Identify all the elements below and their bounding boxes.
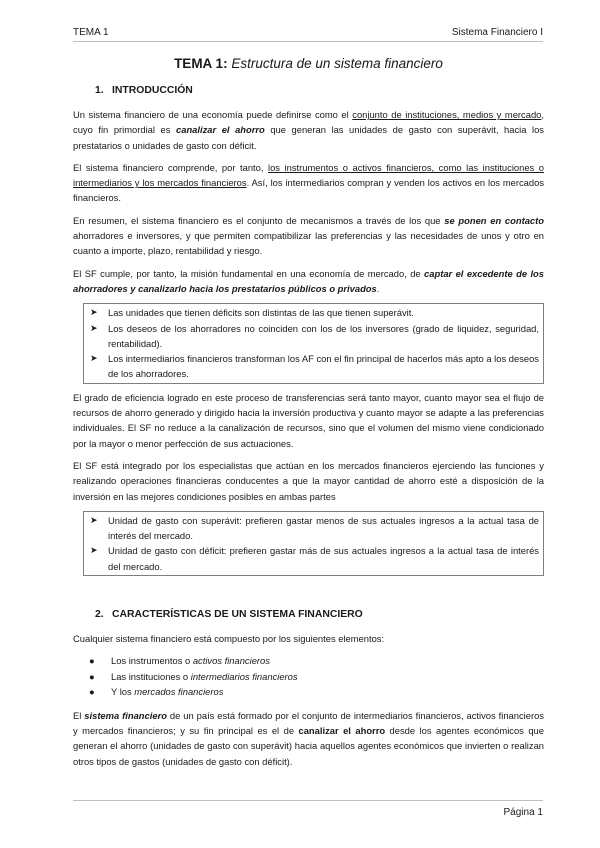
text: que generan las unidades de gasto con superávit, hacia los prestatarios o unidades de gasto con déficit.: [73, 124, 544, 151]
box-item-text: Unidad de gasto con superávit: prefieren gastar menos de sus actuales ingresos a la actual tasa de interés del mercado.: [108, 514, 539, 542]
text: El: [73, 709, 85, 721]
text: ahorradores e inversores, y que permiten compatibilizar las preferencias y las necesidades de unos y otro en cuanto a importe, plazo, rentabilidad y riesgo.: [73, 230, 544, 257]
box-item: [88, 305, 539, 320]
text: Los instrumentos o: [111, 655, 193, 667]
section-number: 2.: [95, 609, 104, 621]
dot-icon: ●: [89, 686, 95, 698]
underlined-text: los instrumentos o activos financieros, como las instituciones o intermediarios y los mercados financieros: [73, 161, 544, 189]
elements-list: [73, 653, 544, 700]
box-item-text: Los deseos de los ahorradores no coinciden con los de los inversores (grado de liquidez, seguridad, rentabilidad).: [108, 322, 539, 349]
box-item: [88, 513, 539, 544]
text: Y los: [111, 686, 135, 698]
italic-text: intermediarios financieros: [190, 670, 298, 682]
section-number: 1.: [95, 85, 104, 96]
text: . Así, los intermediarios compran y venden los activos en los mercados financieros.: [73, 177, 545, 204]
section-title: INTRODUCCIÓN: [112, 85, 193, 96]
section-title: CARACTERÍSTICAS DE UN SISTEMA FINANCIERO: [112, 609, 363, 621]
page-content: [73, 55, 544, 776]
info-box-1: [83, 303, 544, 383]
box-item-text: Unidad de gasto con déficit: prefieren gastar más de sus actuales ingresos a la actual tasa de interés del mercado.: [108, 545, 539, 572]
paragraph-2: [73, 160, 544, 206]
paragraph-7: Cualquier sistema financiero está compuesto por los siguientes elementos:: [73, 633, 385, 645]
text: El sistema financiero comprende, por tanto,: [73, 161, 269, 173]
box-item-text: Las unidades que tienen déficits son distintas de las que tienen superávit.: [108, 307, 414, 319]
emphasis-text: canalizar el ahorro: [176, 124, 265, 136]
info-box-2: [83, 511, 544, 576]
paragraph-4: [73, 266, 544, 297]
section-heading-2: [73, 607, 544, 623]
list-item: [73, 653, 544, 669]
emphasis-text: sistema financiero: [84, 709, 167, 721]
paragraph-3: [73, 213, 544, 259]
arrowhead-icon: ➤: [90, 353, 98, 364]
arrowhead-icon: ➤: [90, 514, 98, 525]
dot-icon: ●: [89, 670, 95, 682]
paragraph-6: El SF está integrado por los especialistas que actúan en los mercados financieros ejerciendo las funciones y realizando operaciones financieras conducentes a que la mayor cantidad de ahorro esté a disposición de la inversión en las mejores condiciones posibles en ambas partes: [73, 459, 544, 502]
arrowhead-icon: ➤: [90, 322, 98, 333]
paragraph-1: [73, 107, 544, 153]
list-item: [73, 684, 544, 700]
dot-icon: ●: [89, 655, 95, 667]
text: .: [376, 282, 380, 294]
emphasis-text: se ponen en contacto: [444, 214, 544, 226]
text: En resumen, el sistema financiero es el conjunto de mecanismos a través de los que: [73, 214, 445, 226]
text: desde los agentes económicos que generan el ahorro (unidades de gasto con superávit) hacia aquellos agentes económicos que invierten o realizan otros tipos de gastos (unidades de gasto con déficit).: [73, 725, 544, 767]
text: Las instituciones o: [111, 670, 191, 682]
footer-divider: [73, 800, 543, 801]
text: El SF cumple, por tanto, la misión fundamental en una economía de mercado, de: [73, 267, 425, 279]
paragraph-5: El grado de eficiencia logrado en este proceso de transferencias será tanto mayor, cuanto mayor sea el flujo de recursos de ahorro generado y dirigido hacia la inversión productiva y cuanto mayor se adapte a las preferencias individuales. El SF no reduce a la canalización de recursos, sino que el volumen del mismo viene condicionado por la mayor o menor perfección de sus actuaciones.: [73, 391, 544, 449]
header-right: Sistema Financiero I: [451, 27, 543, 38]
paragraph-8: [73, 708, 544, 769]
box-item: [88, 321, 539, 352]
box-item: [88, 543, 539, 574]
underlined-text: conjunto de instituciones, medios y mercado: [352, 109, 542, 120]
spacer: [73, 582, 544, 607]
emphasis-text: captar el excedente de los ahorradores y canalizarlo hacia los prestatarios públicos o privados: [73, 267, 544, 294]
page-number: Página 1: [503, 807, 543, 818]
text: de un país está formado por el conjunto de intermediarios financieros, activos financieros y mercados financieros; y su fin principal es el de: [73, 709, 544, 737]
header-divider: [73, 41, 543, 42]
list-item: [73, 669, 544, 685]
box-item: [88, 351, 539, 382]
arrowhead-icon: ➤: [90, 545, 98, 556]
page-title: [73, 55, 544, 73]
section-heading-1: [73, 83, 544, 99]
italic-text: activos financieros: [192, 655, 270, 667]
title-bold: TEMA 1:: [174, 56, 228, 71]
arrowhead-icon: ➤: [90, 307, 98, 318]
box-item-text: Los intermediarios financieros transforman los AF con el fin principal de hacerlos más apto a los deseos de los ahorradores.: [108, 353, 539, 380]
italic-text: mercados financieros: [134, 686, 224, 698]
text: Un sistema financiero de una economía puede definirse como el: [73, 109, 353, 120]
title-italic: Estructura de un sistema financiero: [231, 56, 443, 71]
text: , cuyo fin primordial es: [73, 109, 544, 136]
header-left: TEMA 1: [73, 27, 109, 38]
bold-text: canalizar el ahorro: [298, 725, 386, 737]
